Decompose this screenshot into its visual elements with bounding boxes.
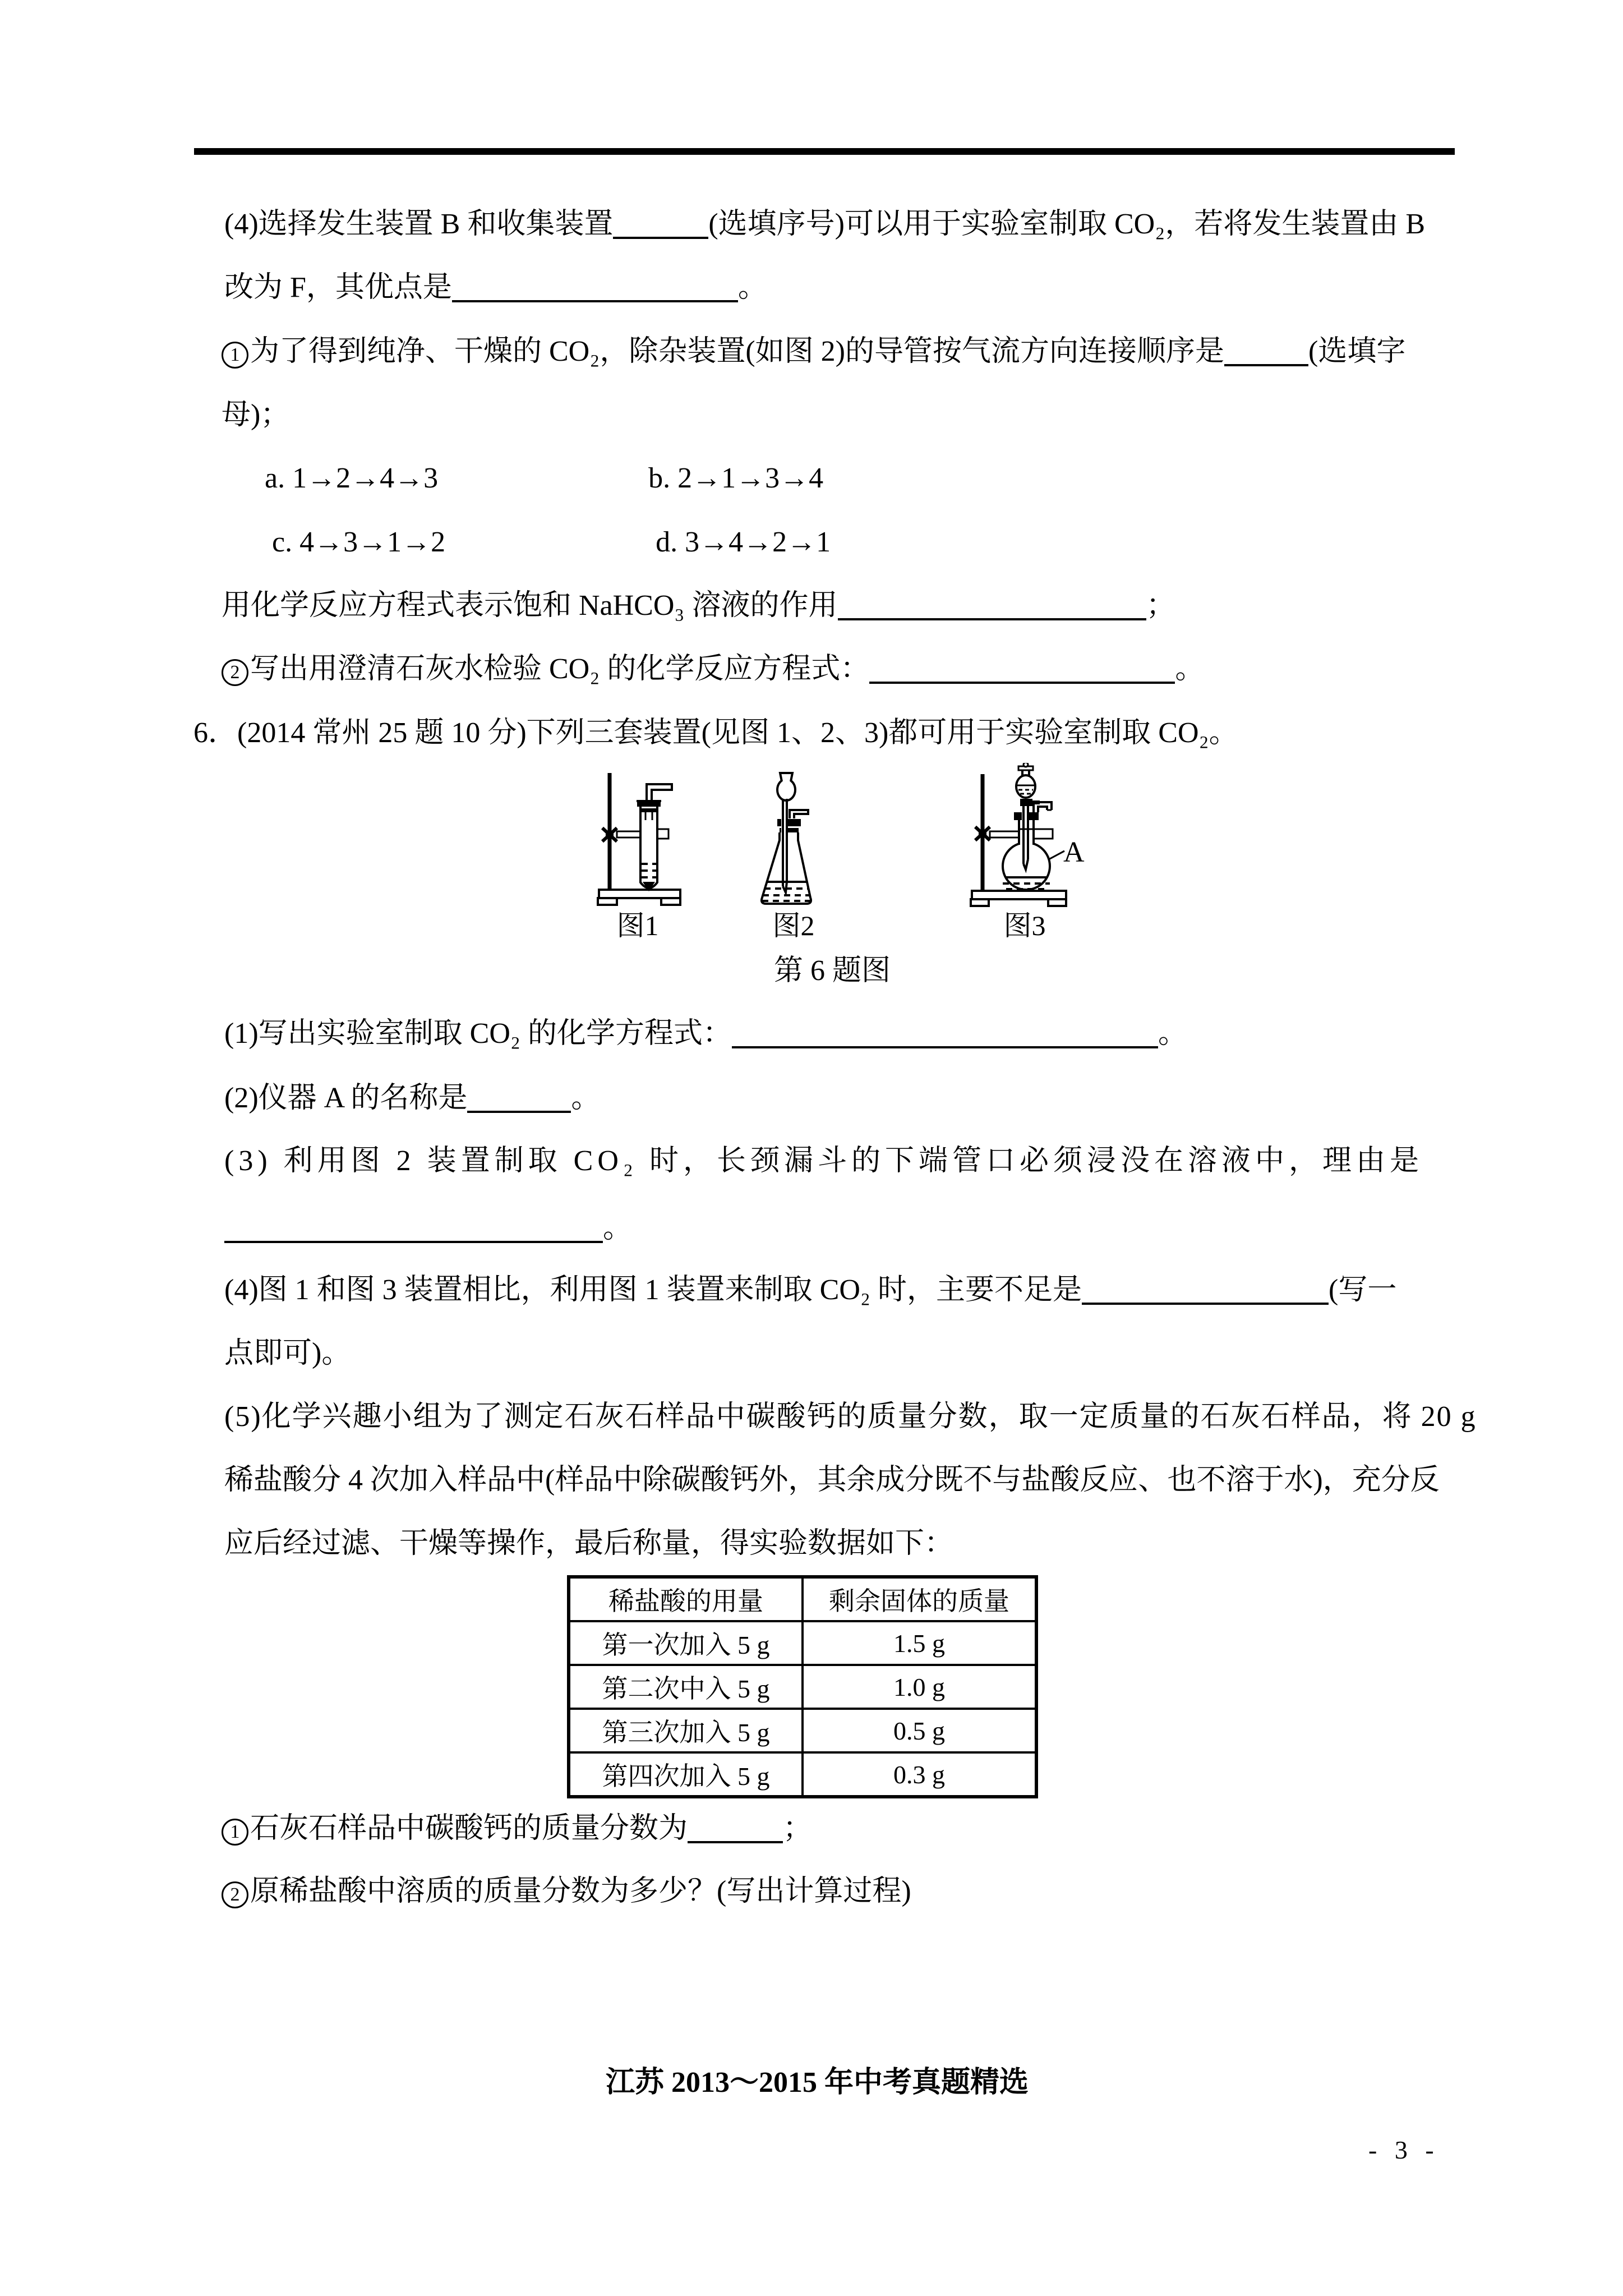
text-segment: (选填字	[1308, 335, 1406, 367]
text-segment: 写出用澄清石灰水检验 CO₂ 的化学反应方程式：	[250, 653, 870, 685]
blank-field	[613, 206, 708, 239]
table-cell: 第二次中入 5 g	[569, 1665, 803, 1709]
text-segment: 母)；	[222, 399, 290, 431]
q6-3	[224, 1141, 1423, 1181]
figure1-test-tube-on-stand	[598, 773, 680, 905]
stopper-band	[640, 808, 658, 812]
circled-number: 1	[222, 342, 248, 369]
text-segment: (5)化学兴趣小组为了测定石灰石样品中碳酸钙的质量分数，取一定质量的石灰石样品，将 20 g	[224, 1401, 1477, 1433]
stopcock	[1020, 799, 1032, 806]
delivery-tube	[652, 790, 672, 800]
blank-field	[224, 1211, 603, 1243]
stand-foot	[1048, 899, 1066, 906]
text-segment: 。	[1158, 1018, 1188, 1050]
spacer	[445, 546, 656, 551]
thistle-funnel-bulb	[777, 779, 795, 800]
q6-4-line-1	[224, 1270, 1396, 1310]
table-cell: 第三次加入 5 g	[569, 1709, 803, 1752]
q6-5-line-1	[224, 1397, 1477, 1437]
q6-5-line-3	[224, 1524, 953, 1564]
figure2-conical-flask-thistle-funnel	[762, 773, 811, 904]
q6-5-sub1	[222, 1809, 812, 1849]
text-segment: (3) 利用图 2 装置制取 CO₂ 时，长颈漏斗的下端管口必须浸没在溶液中，理由是	[224, 1145, 1423, 1177]
text-segment: (选填序号)可以用于实验室制取 CO₂，若将发生装置由 B	[708, 208, 1426, 240]
table-row	[569, 1665, 1036, 1709]
text-segment: 用化学反应方程式表示饱和 NaHCO₃ 溶液的作用	[222, 590, 838, 622]
stopper	[637, 800, 661, 807]
neck-join	[1020, 835, 1033, 846]
text-segment: 稀盐酸分 4 次加入样品中(样品中除碳酸钙外，其余成分既不与盐酸反应、也不溶于水)，充分反	[224, 1464, 1440, 1496]
table-cell: 1.0 g	[803, 1665, 1036, 1709]
experiment-data-table	[567, 1575, 1038, 1798]
q6-5-line-2	[224, 1460, 1440, 1501]
q4-sub1-line-1	[222, 332, 1405, 372]
text-segment: 。	[737, 272, 767, 303]
text-segment: 。	[1175, 653, 1205, 685]
table-row	[569, 1621, 1036, 1665]
q6-stem	[193, 713, 1238, 753]
circled-number: 2	[222, 659, 248, 686]
text-segment: 石灰石样品中碳酸钙的质量分数为	[250, 1812, 688, 1844]
table-row	[569, 1709, 1036, 1752]
circled-number: 1	[222, 1819, 248, 1846]
stand-base	[599, 890, 680, 898]
options-cd	[272, 522, 831, 563]
text-segment: a. 1→2→4→3	[265, 462, 439, 494]
text-segment: (写一	[1329, 1274, 1397, 1306]
apparatus-a-annotation: A	[1063, 836, 1085, 868]
q6-1	[224, 1014, 1187, 1054]
text-segment: 。	[603, 1212, 633, 1244]
clamp-nut	[606, 831, 614, 839]
q4-sub2-line	[222, 649, 1204, 689]
header-rule	[194, 148, 1455, 155]
blank-field	[1082, 1272, 1329, 1305]
nahco3-line	[222, 586, 1175, 626]
table-header-acid: 稀盐酸的用量	[569, 1577, 803, 1621]
stand-foot	[661, 898, 680, 905]
figure1-label: 图1	[616, 910, 659, 941]
annotation-leader-line	[1049, 851, 1064, 859]
stand-base	[972, 891, 1066, 899]
text-segment: ；	[1146, 590, 1175, 622]
blank-field	[732, 1016, 1158, 1048]
blank-field	[452, 270, 738, 302]
stopper	[777, 819, 801, 826]
figure3-label: 图3	[1003, 910, 1046, 941]
text-segment: 点即可)。	[224, 1337, 351, 1369]
q4-line-1	[224, 204, 1425, 245]
text-segment: 为了得到纯净、干燥的 CO₂，除杂装置(如图 2)的导管按气流方向连接顺序是	[250, 335, 1224, 367]
table-header-solid: 剩余固体的质量	[803, 1577, 1036, 1621]
table-cell: 第四次加入 5 g	[569, 1752, 803, 1797]
thistle-funnel-mouth	[780, 773, 792, 781]
q6-5-sub2	[222, 1871, 911, 1912]
text-segment: c. 4→3→1→2	[272, 526, 446, 558]
clamp-nut	[979, 830, 986, 838]
text-segment: ；	[783, 1812, 813, 1844]
text-segment: 改为 F，其优点是	[224, 272, 452, 303]
text-segment: 原稀盐酸中溶质的质量分数为多少？(写出计算过程)	[250, 1875, 911, 1907]
blank-field	[1224, 334, 1308, 366]
blank-field	[869, 651, 1175, 684]
stand-foot	[971, 899, 989, 906]
stand-foot	[598, 898, 617, 905]
separating-funnel-bulb	[1016, 775, 1035, 798]
blank-field	[838, 588, 1146, 620]
text-segment: (4)图 1 和图 3 装置相比，利用图 1 装置来制取 CO₂ 时，主要不足是	[224, 1274, 1082, 1306]
blank-field	[688, 1811, 783, 1843]
circled-number: 2	[222, 1881, 248, 1908]
q4-sub1-line-2	[222, 395, 289, 435]
funnel-cap-knob	[1023, 763, 1028, 767]
q4-line-2	[224, 268, 767, 308]
text-segment: 。	[571, 1082, 601, 1114]
q6-2	[224, 1078, 600, 1119]
delivery-tube	[1038, 807, 1047, 812]
delivery-tube	[647, 784, 672, 800]
spacer	[438, 482, 648, 487]
q6-4-line-2	[224, 1333, 351, 1374]
delivery-tube	[794, 814, 808, 818]
figure3-flask-separating-funnel-stand	[971, 763, 1066, 906]
page-number: - 3 -	[1368, 2136, 1440, 2164]
clamp-arm	[990, 831, 1019, 838]
text-segment: 应后经过滤、干燥等操作，最后称量，得实验数据如下：	[224, 1527, 954, 1559]
figure2-label: 图2	[772, 910, 815, 941]
figure-caption: 第 6 题图	[774, 955, 891, 987]
footer-title: 江苏 2013～2015 年中考真题精选	[606, 2067, 1029, 2099]
table-cell: 0.3 g	[803, 1752, 1036, 1797]
table-cell: 第一次加入 5 g	[569, 1621, 803, 1665]
blank-field	[467, 1080, 571, 1113]
table-row	[569, 1752, 1036, 1797]
table-cell: 0.5 g	[803, 1709, 1036, 1752]
options-ab	[265, 458, 823, 499]
text-segment: d. 3→4→2→1	[656, 526, 831, 558]
test-tube	[640, 801, 657, 888]
q6-3-blank	[224, 1208, 632, 1249]
text-segment: (4)选择发生装置 B 和收集装置	[224, 208, 614, 240]
text-segment: (2)仪器 A 的名称是	[224, 1082, 468, 1114]
text-segment: (1)写出实验室制取 CO₂ 的化学方程式：	[224, 1018, 732, 1050]
text-segment: 6．(2014 常州 25 题 10 分)下列三套装置(见图 1、2、3)都可用于实验室制取 CO₂。	[193, 717, 1238, 749]
text-segment: b. 2→1→3→4	[648, 462, 824, 494]
table-header-row	[569, 1577, 1036, 1621]
table-cell: 1.5 g	[803, 1621, 1036, 1665]
